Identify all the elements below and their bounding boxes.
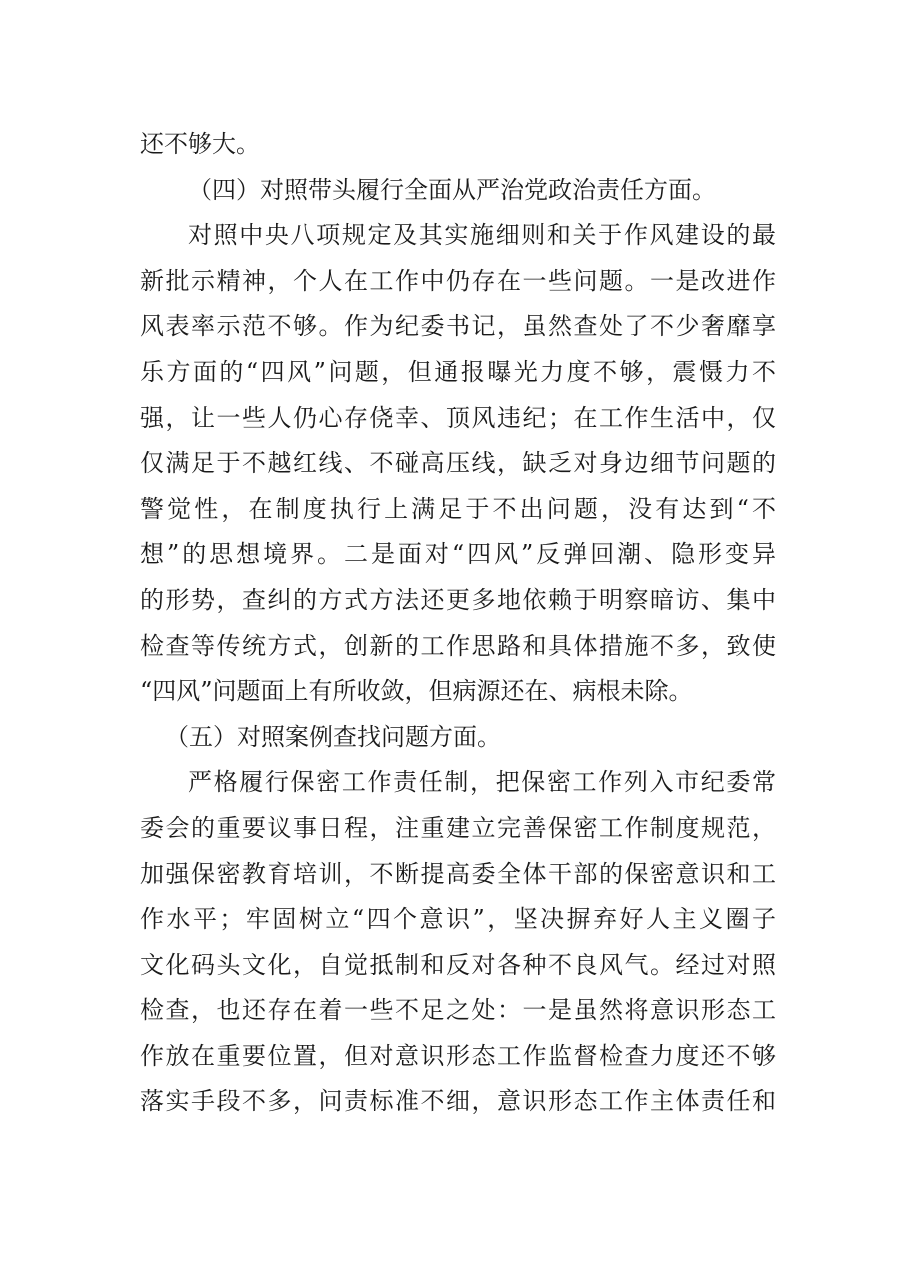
paragraph-line: 检查等传统方式，创新的工作思路和具体措施不多，致使 bbox=[140, 631, 776, 660]
paragraph-line: 仅满足于不越红线、不碰高压线，缺乏对身边细节问题的 bbox=[140, 449, 776, 478]
section-heading-five: （五）对照案例查找问题方面。 bbox=[165, 722, 501, 751]
document-body bbox=[140, 122, 776, 1125]
paragraph-continuation-line: 还不够大。 bbox=[140, 130, 260, 158]
paragraph-line: 加强保密教育培训，不断提高委全体干部的保密意识和工 bbox=[140, 859, 776, 888]
paragraph-line: 的形势，查纠的方式方法还更多地依赖于明察暗访、集中 bbox=[140, 585, 776, 614]
paragraph-line: 警觉性，在制度执行上满足于不出问题，没有达到“不 bbox=[140, 494, 776, 523]
paragraph-line: 落实手段不多，问责标准不细，意识形态工作主体责任和 bbox=[140, 1087, 776, 1116]
paragraph-line: 委会的重要议事日程，注重建立完善保密工作制度规范， bbox=[140, 813, 776, 842]
paragraph-line: 乐方面的“四风”问题，但通报曝光力度不够，震慑力不 bbox=[140, 357, 776, 386]
paragraph-line: 检查，也还存在着一些不足之处：一是虽然将意识形态工 bbox=[140, 996, 776, 1025]
paragraph-line: 作放在重要位置，但对意识形态工作监督检查力度还不够 bbox=[140, 1041, 776, 1070]
paragraph-line: 强，让一些人仍心存侥幸、顶风违纪；在工作生活中，仅 bbox=[140, 403, 776, 432]
section-heading-four: （四）对照带头履行全面从严治党政治责任方面。 bbox=[188, 175, 716, 204]
paragraph-line: 新批示精神，个人在工作中仍存在一些问题。一是改进作 bbox=[140, 266, 776, 295]
paragraph-last-line: “四风”问题面上有所收敛，但病源还在、病根未除。 bbox=[140, 677, 693, 706]
paragraph-line: 文化码头文化，自觉抵制和反对各种不良风气。经过对照 bbox=[140, 950, 776, 979]
paragraph-line: 严格履行保密工作责任制，把保密工作列入市纪委常 bbox=[188, 768, 776, 797]
paragraph-line: 对照中央八项规定及其实施细则和关于作风建设的最 bbox=[188, 221, 776, 250]
paragraph-line: 作水平；牢固树立“四个意识”，坚决摒弃好人主义圈子 bbox=[140, 905, 776, 934]
paragraph-line: 风表率示范不够。作为纪委书记，虽然查处了不少奢靡享 bbox=[140, 312, 776, 341]
paragraph-line: 想”的思想境界。二是面对“四风”反弹回潮、隐形变异 bbox=[140, 540, 776, 569]
